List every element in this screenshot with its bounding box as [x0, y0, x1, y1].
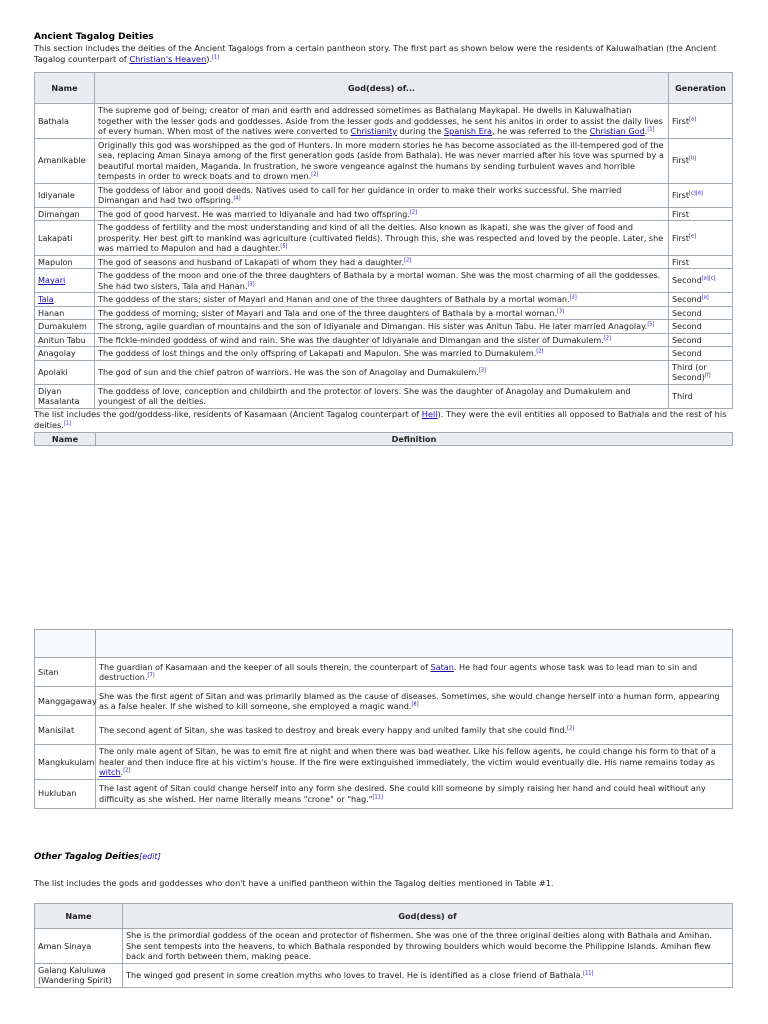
- deity-name: Anitun Tabu: [38, 334, 86, 345]
- inline-link[interactable]: Spanish Era: [444, 126, 492, 136]
- generation-cell: [669, 207, 733, 221]
- deity-name-link[interactable]: Tala: [38, 294, 54, 304]
- cell-text: . He had four agents whose task was to lead man to sin and destruction.: [99, 661, 698, 682]
- reference-link[interactable]: [3]: [478, 367, 486, 374]
- cell-text: The goddess of labor and good deeds. Natives used to call for her guidance in order to make their works successful. She married Dimangan and had two offspring.: [98, 184, 622, 205]
- generation-cell: [669, 347, 733, 361]
- reference-link[interactable]: [3]: [247, 280, 255, 287]
- reference-link[interactable]: [c][d]: [689, 190, 703, 197]
- reference-link[interactable]: [a]: [689, 115, 697, 122]
- name-cell: [35, 306, 95, 320]
- name-cell: [35, 255, 95, 269]
- generation-text: First: [672, 256, 690, 267]
- intro-text: The list includes the god/goddess-like, residents of Kasamaan (Ancient Tagalog counterpart of: [34, 408, 422, 419]
- deity-name: Manggagaway: [38, 695, 97, 706]
- name-cell: [35, 320, 95, 334]
- name-cell: [35, 221, 95, 256]
- name-cell: [35, 658, 96, 687]
- table-row: [35, 138, 733, 183]
- description-cell: [95, 269, 669, 293]
- table-row: [35, 293, 733, 307]
- cell-text: Originally this god was worshipped as the god of Hunters. In more modern stories he has become associated as the ill-tempered god of the sea, replacing Aman Sinaya among of the first generation gods (aside from Bathala). He was never married after his love was spurned by a beautiful mortal maiden, Maganda. In frustration, he swore vengeance against the humans by sending turbulent waves and horrible tempests in order to wreck boats and to drown men.: [98, 139, 664, 181]
- cell-text: The winged god present in some creation myths who loves to travel. He is identified as a close friend of Bathala.: [126, 969, 584, 980]
- generation-cell: [669, 306, 733, 320]
- reference-link[interactable]: [1]: [212, 54, 220, 61]
- cell-text: The last agent of Sitan could change herself into any form she desired. She could kill someone by simply raising her hand and could heal without any difficulty as she wished. Her name literally means "crone" or "hag.": [99, 783, 706, 804]
- name-cell: [35, 384, 95, 408]
- deity-name: Idiyanale: [38, 189, 75, 200]
- deity-name: Amanikable: [38, 155, 86, 166]
- cell-text: The goddess of lost things and the only offspring of Lakapati and Mapulon. She was married to Dumakulem.: [98, 348, 537, 358]
- section-intro-kasamaan: [34, 409, 732, 431]
- cell-text: The goddess of the moon and one of the three daughters of Bathala by a mortal woman. She was the most charming of all the goddesses. She had two sisters, Tala and Hanan.: [98, 270, 661, 291]
- description-cell: [96, 658, 733, 687]
- table-row: [35, 963, 733, 987]
- generation-text: Second: [672, 275, 702, 286]
- generation-cell: [669, 138, 733, 183]
- kasamaan-table-header: [34, 432, 733, 447]
- table-row: [35, 745, 733, 780]
- reference-link[interactable]: [3]: [557, 307, 565, 314]
- cell-text: .: [644, 126, 648, 136]
- reference-link[interactable]: [5]: [280, 243, 288, 250]
- section-intro-ancient: [34, 43, 732, 65]
- description-cell: [96, 745, 733, 780]
- header-name: Name: [35, 904, 123, 929]
- reference-link[interactable]: [1]: [647, 126, 655, 133]
- description-cell: [95, 306, 669, 320]
- name-cell: [35, 183, 95, 207]
- name-cell: [35, 333, 95, 347]
- cell-text: The strong, agile guardian of mountains and the son of Idiyanale and Dimangan. His sister was Anitun Tabu. He later married Anagolay.: [98, 321, 648, 331]
- name-cell: [35, 745, 96, 780]
- reference-link[interactable]: [2]: [567, 725, 575, 732]
- link-hell[interactable]: Hell: [421, 408, 438, 419]
- generation-text: Second: [672, 321, 702, 331]
- reference-link[interactable]: [a][c]: [701, 275, 716, 282]
- table-row: [35, 221, 733, 256]
- deity-name: Aman Sinaya: [38, 940, 92, 951]
- table-row: [35, 207, 733, 221]
- cell-text: She is the primordial goddess of the ocean and protector of fishermen. She was one of the three original deities along with Bathala and Amihan. She sent tempests into the heavens, to which Bathala responded by throwing boulders which would become the Philippine Islands. Amihan flew back and forth between them, making peace.: [126, 930, 713, 961]
- deity-name: Lakapati: [38, 232, 73, 243]
- cell-text: The god of sun and the chief patron of warriors. He was the son of Anagolay and Dumakulem.: [98, 366, 479, 377]
- table-row: [35, 183, 733, 207]
- generation-text: First: [672, 155, 690, 166]
- reference-link[interactable]: [2]: [603, 334, 611, 341]
- name-cell: [35, 347, 95, 361]
- table-row: [35, 716, 733, 745]
- deity-name: Anagolay: [38, 348, 76, 358]
- reference-link[interactable]: [2]: [536, 348, 544, 355]
- name-cell: [35, 138, 95, 183]
- intro-text: This section includes the deities of the Ancient Tagalogs from a certain pantheon story. The first part as shown below were the residents of Kaluwalhatian (the Ancient Tagalog counterpart of: [34, 43, 717, 64]
- generation-cell: [669, 384, 733, 408]
- deity-name: Manisilat: [38, 724, 75, 735]
- link-christians-heaven[interactable]: Christian's Heaven: [129, 54, 207, 64]
- empty-cell: [96, 630, 733, 658]
- table-row: [35, 333, 733, 347]
- generation-text: Second: [672, 334, 702, 345]
- header-generation: Generation: [669, 73, 733, 104]
- generation-cell: [669, 183, 733, 207]
- description-cell: [95, 207, 669, 221]
- kasamaan-table: [34, 629, 733, 809]
- generation-cell: [669, 333, 733, 347]
- section-intro-other: The list includes the gods and goddesses who don't have a unified pantheon within the Tagalog deities mentioned in Table #1.: [34, 878, 554, 888]
- deity-name: Dimangan: [38, 208, 80, 219]
- reference-link[interactable]: [2]: [123, 767, 131, 774]
- deity-name: Galang Kaluluwa (Wandering Spirit): [38, 964, 112, 985]
- cell-text: , he was referred to the: [491, 126, 590, 136]
- name-cell: [35, 929, 123, 964]
- deity-name: Diyan Masalanta: [38, 385, 80, 406]
- empty-cell: [35, 630, 96, 658]
- table-row: [35, 255, 733, 269]
- reference-link[interactable]: [8]: [411, 701, 419, 708]
- cell-text: The goddess of the stars; sister of Mayari and Hanan and one of the three daughters of Bathala by a mortal woman.: [98, 294, 570, 304]
- table-row: [35, 104, 733, 139]
- reference-link[interactable]: [4]: [233, 195, 241, 202]
- description-cell: [123, 929, 733, 964]
- generation-text: First: [672, 115, 690, 126]
- header-god-of: God(dess) of...: [95, 73, 669, 104]
- table-row: [35, 306, 733, 320]
- generation-cell: [669, 104, 733, 139]
- header-definition: Definition: [96, 432, 733, 446]
- cell-text: .: [120, 767, 124, 777]
- reference-link[interactable]: [7]: [147, 672, 155, 679]
- reference-link[interactable]: [3]: [569, 294, 577, 301]
- reference-link[interactable]: [2]: [311, 171, 319, 178]
- reference-link[interactable]: [5]: [647, 321, 655, 328]
- reference-link[interactable]: [2]: [404, 256, 412, 263]
- generation-cell: [669, 221, 733, 256]
- table-row: [35, 658, 733, 687]
- table-row: [35, 687, 733, 716]
- name-cell: [35, 269, 95, 293]
- description-cell: [96, 779, 733, 808]
- inline-link[interactable]: Christianity: [350, 126, 397, 136]
- inline-link[interactable]: Satan: [430, 661, 454, 672]
- description-cell: [95, 360, 669, 384]
- deity-name: Hanan: [38, 307, 65, 318]
- description-cell: [123, 963, 733, 987]
- section-title-other: [34, 852, 161, 862]
- table-row: [35, 384, 733, 408]
- generation-text: Second: [672, 348, 702, 358]
- cell-text: during the: [396, 126, 445, 136]
- reference-link[interactable]: [2]: [409, 208, 417, 215]
- deities-table: [34, 72, 733, 409]
- inline-link[interactable]: witch: [99, 767, 121, 777]
- name-cell: [35, 207, 95, 221]
- cell-text: The god of good harvest. He was married to Idiyanale and had two offspring.: [98, 208, 410, 219]
- table-row: [35, 360, 733, 384]
- section-title-text: Other Tagalog Deities: [34, 852, 140, 862]
- header-name: Name: [35, 73, 95, 104]
- reference-link[interactable]: [e]: [689, 232, 697, 239]
- deity-name: Mangkukulam: [38, 756, 95, 767]
- name-cell: [35, 779, 96, 808]
- section-title-ancient: Ancient Tagalog Deities: [34, 32, 154, 42]
- name-cell: [35, 963, 123, 987]
- other-deities-table: [34, 903, 733, 988]
- table-row: [35, 779, 733, 808]
- name-cell: [35, 293, 95, 307]
- generation-text: Second: [672, 294, 702, 304]
- deity-name-link[interactable]: Mayari: [38, 275, 66, 286]
- name-cell: [35, 360, 95, 384]
- reference-link[interactable]: [a]: [701, 294, 709, 301]
- deity-name: Hukluban: [38, 788, 77, 799]
- generation-cell: [669, 360, 733, 384]
- cell-text: The god of seasons and husband of Lakapati of whom they had a daughter.: [98, 256, 405, 267]
- generation-text: First: [672, 189, 690, 200]
- description-cell: [95, 333, 669, 347]
- cell-text: The second agent of Sitan, she was tasked to destroy and break every happy and united family that she could find.: [99, 724, 568, 735]
- description-cell: [95, 347, 669, 361]
- deity-name: Dumakulem: [38, 321, 87, 331]
- generation-text: Third: [672, 390, 693, 401]
- deity-name: Mapulon: [38, 256, 73, 267]
- description-cell: [95, 320, 669, 334]
- reference-link[interactable]: [11]: [583, 970, 594, 977]
- inline-link[interactable]: Christian God: [589, 126, 645, 136]
- generation-text: First: [672, 232, 690, 243]
- reference-link[interactable]: [11]: [372, 793, 383, 800]
- table-row: [35, 320, 733, 334]
- description-cell: [95, 255, 669, 269]
- article-body: [34, 32, 732, 446]
- empty-row: [35, 630, 733, 658]
- description-cell: [95, 138, 669, 183]
- generation-text: Third (or Second): [672, 361, 707, 382]
- table-row: [35, 929, 733, 964]
- deity-name: Sitan: [38, 666, 59, 677]
- cell-text: The goddess of morning; sister of Mayari and Tala and one of the three daughters of Bathala by a mortal woman.: [98, 307, 558, 318]
- description-cell: [95, 384, 669, 408]
- table-row: [35, 347, 733, 361]
- reference-link[interactable]: [b]: [689, 155, 697, 162]
- table-header-row: [35, 904, 733, 929]
- reference-link[interactable]: [f]: [704, 372, 711, 379]
- edit-link[interactable]: [edit]: [139, 852, 161, 861]
- table-header-row: [35, 73, 733, 104]
- generation-cell: [669, 269, 733, 293]
- name-cell: [35, 716, 96, 745]
- cell-text: The goddess of fertility and the most understanding and kind of all the deities. Also known as Ikapati, she was the giver of food and prosperity. Her best gift to mankind was agriculture (cultivated fields). Through this, she was respected and loved by the people. Later, she was married to Mapulon and had a daughter.: [98, 222, 664, 253]
- name-cell: [35, 687, 96, 716]
- table-header-row: [35, 432, 733, 446]
- deity-name: Bathala: [38, 115, 69, 126]
- reference-link[interactable]: [1]: [63, 419, 71, 426]
- name-cell: [35, 104, 95, 139]
- description-cell: [96, 687, 733, 716]
- description-cell: [96, 716, 733, 745]
- generation-text: Second: [672, 307, 702, 318]
- description-cell: [95, 104, 669, 139]
- generation-cell: [669, 255, 733, 269]
- cell-text: She was the first agent of Sitan and was primarily blamed as the cause of diseases. Sometimes, she would change herself into a human form, appearing as a false healer. If she wished to kill someone, she employed a magic wand.: [99, 690, 720, 711]
- cell-text: The goddess of love, conception and childbirth and the protector of lovers. She was the daughter of Anagolay and Dumakulem and youngest of all the deities.: [98, 385, 631, 406]
- cell-text: The guardian of Kasamaan and the keeper of all souls therein, the counterpart of: [99, 661, 431, 672]
- intro-text-end: ). They were the evil entities all opposed to Bathala and the rest of his deities.: [34, 408, 727, 430]
- description-cell: [95, 183, 669, 207]
- header-god-of: God(dess) of: [123, 904, 733, 929]
- description-cell: [95, 293, 669, 307]
- header-name: Name: [35, 432, 96, 446]
- cell-text: The only male agent of Sitan, he was to emit fire at night and when there was bad weather. Like his fellow agents, he could change his form to that of a healer and then induce fire at his victim's house. If the fire were extinguished immediately, the victim would eventually die. His name remains today as: [99, 746, 716, 767]
- table-row: [35, 269, 733, 293]
- cell-text: The fickle-minded goddess of wind and rain. She was the daughter of Idiyanale and Dimangan and the sister of Dumakulem.: [98, 334, 604, 345]
- deity-name: Apolaki: [38, 366, 68, 377]
- generation-cell: [669, 320, 733, 334]
- generation-cell: [669, 293, 733, 307]
- generation-text: First: [672, 208, 690, 219]
- description-cell: [95, 221, 669, 256]
- cell-text: The supreme god of being; creator of man and earth and addressed sometimes as Bathalang Maykapal. He dwells in Kaluwalhatian together with the lesser gods and goddesses. Aside from the lesser gods and goddesses, he sent his anitos in order to assist the daily lives of every human. When most of the natives were converted to: [98, 105, 663, 136]
- intro-text-end: ).: [206, 54, 213, 64]
